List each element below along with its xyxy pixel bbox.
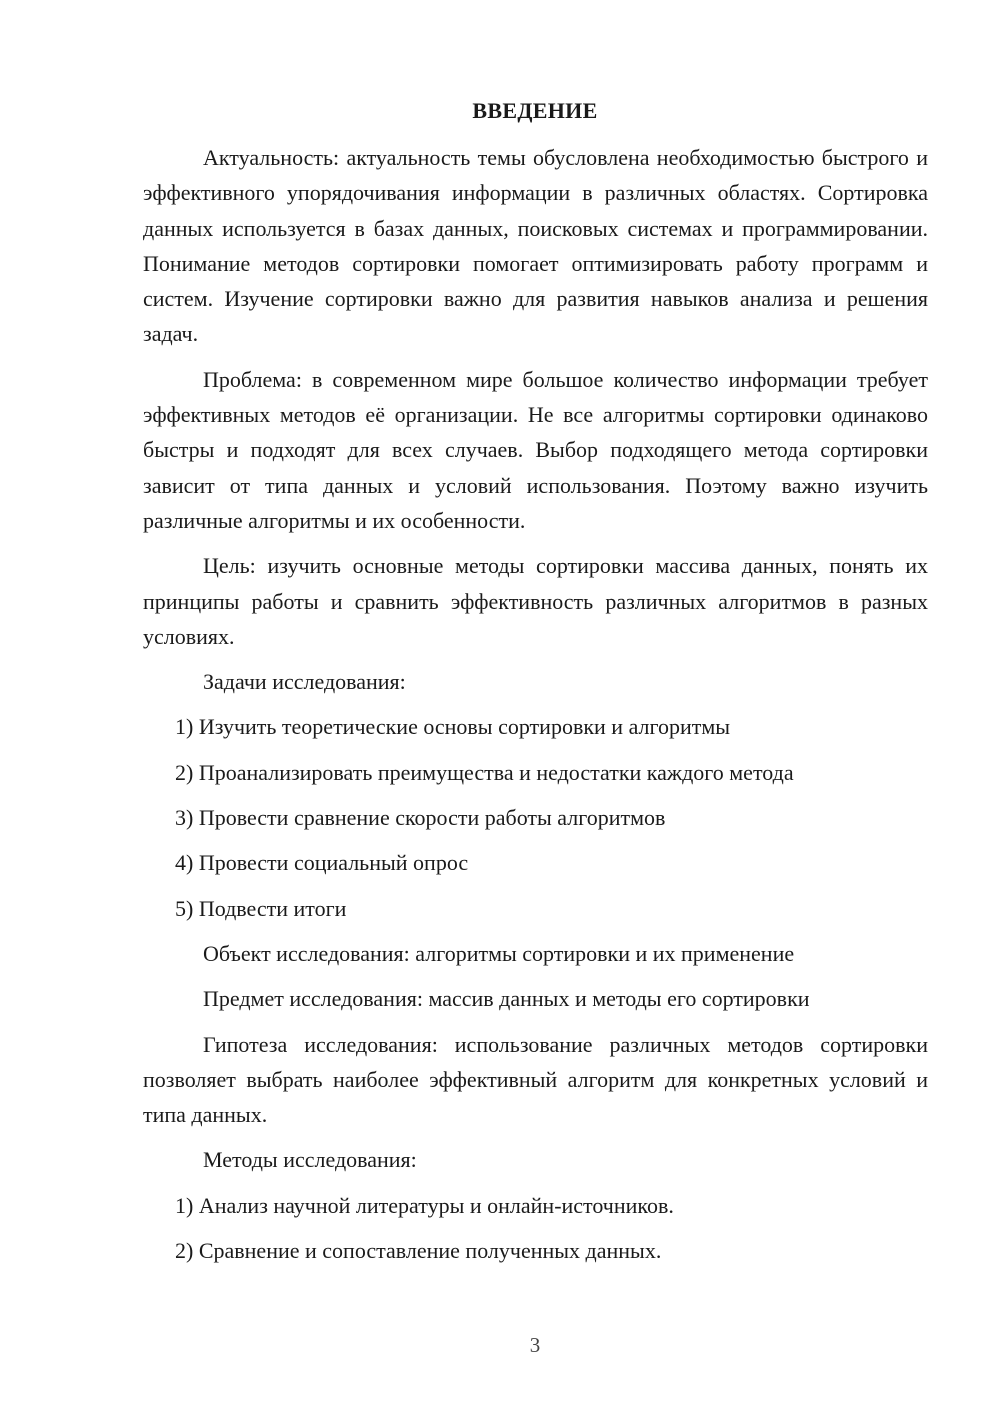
task-item: 4) Провести социальный опрос xyxy=(175,850,469,876)
page-number: 3 xyxy=(529,1333,541,1357)
task-item: 3) Провести сравнение скорости работы алгоритмов xyxy=(175,805,666,831)
problem-paragraph: Проблема: в современном мире большое количество информации требует эффективных методов её организации. Не все алгоритмы сортировки одинаково быстры и подходят для всех случаев. Выбор подходящего метода сортировки зависит от типа данных и условий использования. Поэтому важно изучить различные алгоритмы и их особенности. xyxy=(143,366,928,533)
research-object: Объект исследования: алгоритмы сортировки и их применение xyxy=(203,940,795,966)
hypothesis-paragraph: Гипотеза исследования: использование различных методов сортировки позволяет выбрать наиболее эффективный алгоритм для конкретных условий и типа данных. xyxy=(143,1031,928,1128)
methods-heading: Методы исследования: xyxy=(203,1147,417,1173)
tasks-heading: Задачи исследования: xyxy=(203,669,406,695)
method-item: 2) Сравнение и сопоставление полученных данных. xyxy=(175,1238,662,1264)
goal-paragraph: Цель: изучить основные методы сортировки массива данных, понять их принципы работы и сравнить эффективность различных алгоритмов в разных условиях. xyxy=(143,553,928,649)
task-item: 1) Изучить теоретические основы сортировки и алгоритмы xyxy=(175,714,731,740)
document-body xyxy=(143,140,928,1278)
method-item: 1) Анализ научной литературы и онлайн-источников. xyxy=(175,1192,674,1218)
section-title: ВВЕДЕНИЕ xyxy=(472,98,598,123)
relevance-paragraph: Актуальность: актуальность темы обусловлена необходимостью быстрого и эффективного упорядочивания информации в различных областях. Сортировка данных используется в базах данных, поисковых системах и программировании. Понимание методов сортировки помогает оптимизировать работу программ и систем. Изучение сортировки важно для развития навыков анализа и решения задач. xyxy=(143,145,928,347)
task-item: 5) Подвести итоги xyxy=(175,895,347,921)
research-subject: Предмет исследования: массив данных и методы его сортировки xyxy=(203,986,810,1012)
task-item: 2) Проанализировать преимущества и недостатки каждого метода xyxy=(175,759,794,785)
